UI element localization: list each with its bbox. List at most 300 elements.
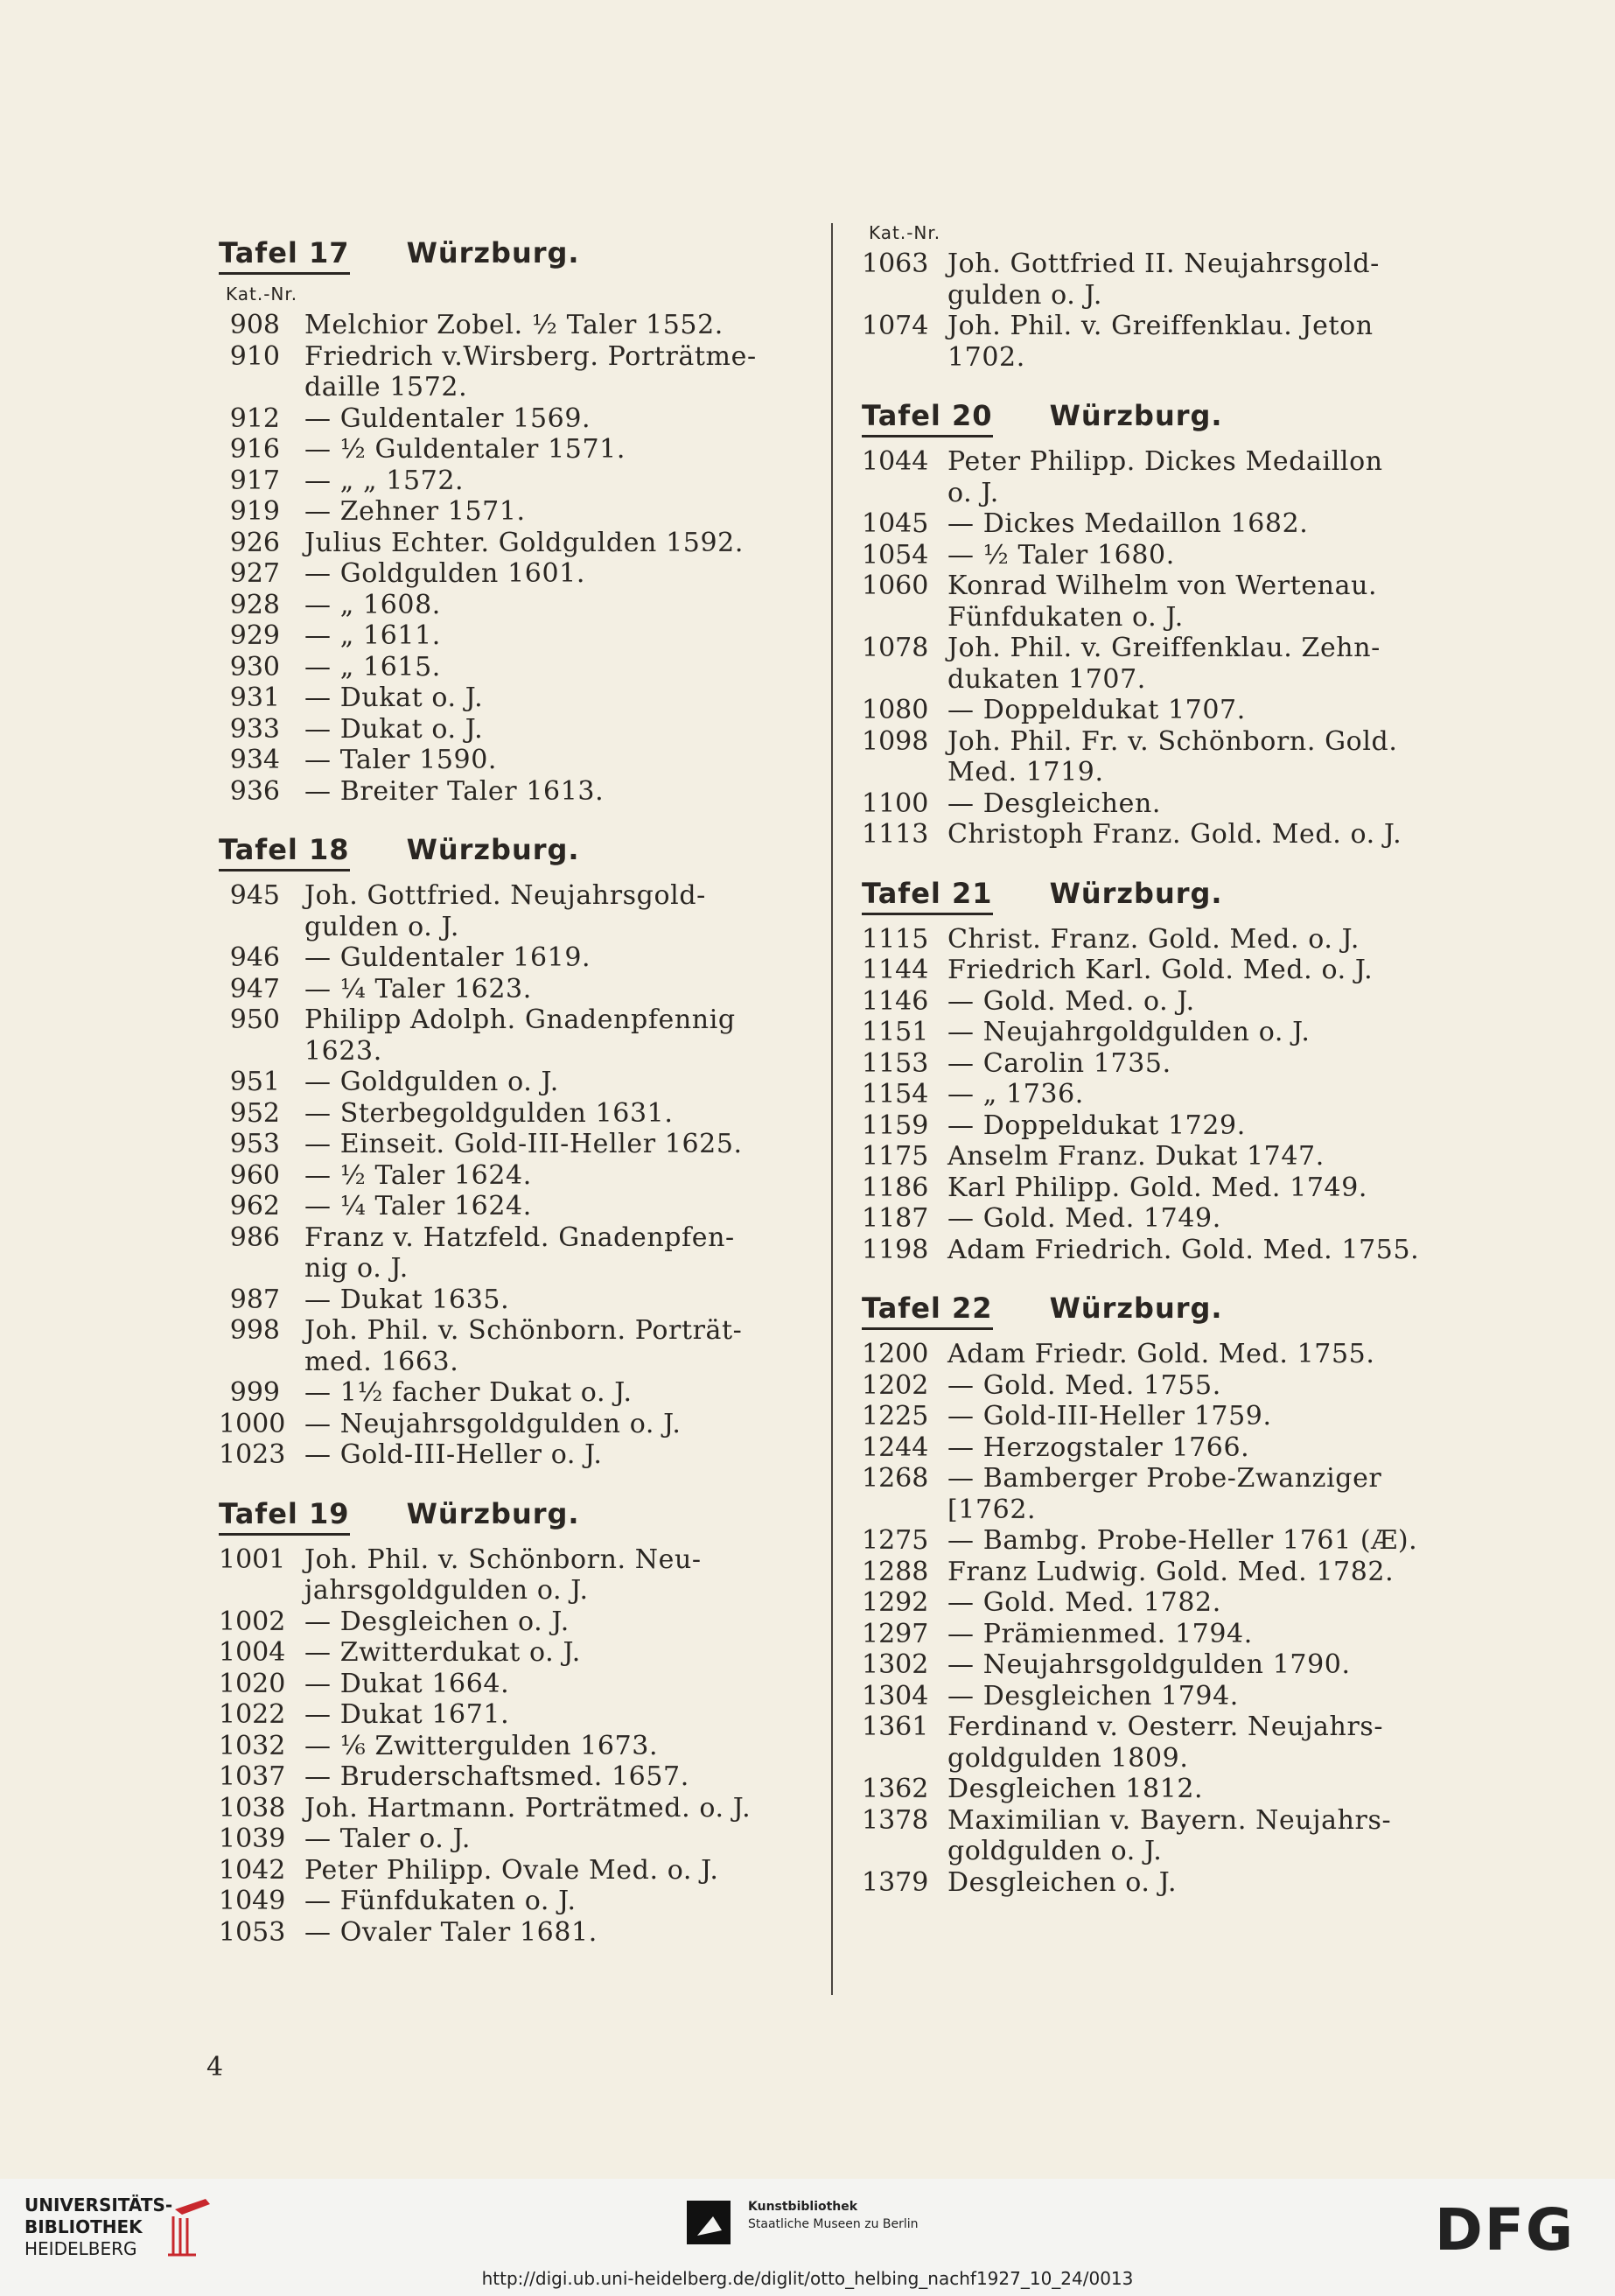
entry-description: Joh. Hartmann. Porträtmed. o. J. (304, 1792, 752, 1824)
catalog-entry (862, 1681, 1439, 1712)
catalog-entry (219, 466, 796, 497)
catalog-entry (219, 1004, 796, 1036)
catalog-entry (219, 1160, 796, 1192)
entry-description: Philipp Adolph. Gnadenpfennig (304, 1004, 736, 1035)
catalog-number: 1154 (862, 1079, 929, 1110)
entry-description: goldgulden 1809. (947, 1742, 1189, 1774)
entry-description: Adam Friedrich. Gold. Med. 1755. (947, 1234, 1420, 1265)
catalog-number: 1044 (862, 446, 929, 477)
catalog-entry (219, 528, 796, 559)
entry-description: goldgulden o. J. (947, 1836, 1163, 1866)
tafel-section (862, 399, 1439, 850)
entry-description: — ½ Guldentaler 1571. (304, 434, 626, 465)
catalog-entry (219, 620, 796, 652)
catalog-number: 986 (229, 1222, 280, 1253)
catalog-number: 1153 (862, 1047, 929, 1079)
catalog-entry (862, 540, 1439, 571)
catalog-number: 1078 (862, 633, 929, 663)
catalog-entry (862, 1867, 1439, 1899)
catalog-number: 917 (229, 465, 280, 496)
catalog-entry (862, 1370, 1439, 1402)
catalog-number: 1004 (219, 1637, 286, 1668)
entry-description: 1623. (304, 1035, 382, 1067)
catalog-entry (219, 1855, 796, 1886)
section-heading (862, 399, 1439, 438)
catalog-number: 1023 (219, 1439, 286, 1470)
catalog-number: 1200 (862, 1339, 929, 1369)
library-line: UNIVERSITÄTS- (24, 2194, 173, 2216)
catalog-number: 1060 (862, 570, 929, 601)
catalog-entry (219, 1917, 796, 1949)
catalog-number: 1151 (862, 1017, 929, 1047)
entry-description: Joh. Phil. v. Greiffenklau. Jeton (947, 311, 1374, 341)
entry-description: — Neujahrsgoldgulden o. J. (304, 1408, 682, 1439)
catalog-number: 1378 (862, 1804, 929, 1836)
catalog-number: 1202 (862, 1369, 929, 1401)
entry-description: — Goldgulden o. J. (304, 1067, 559, 1097)
catalog-entry (219, 1439, 796, 1471)
entry-description: — „ „ 1572. (304, 465, 465, 496)
entry-description: — Gold-III-Heller o. J. (304, 1439, 603, 1470)
catalog-number: 931 (229, 682, 280, 713)
entry-description: Joh. Phil. Fr. v. Schönborn. Gold. (947, 725, 1398, 757)
catalog-number: 987 (229, 1284, 280, 1315)
catalog-entry (219, 652, 796, 683)
catalog-number: 927 (229, 558, 280, 589)
place-label: Würzburg. (406, 236, 580, 270)
kat-nr-label: Kat.-Nr. (226, 284, 298, 304)
entry-description: Joh. Phil. v. Schönborn. Porträt- (304, 1315, 743, 1346)
catalog-number: 928 (229, 589, 280, 620)
catalog-number: 1063 (862, 248, 929, 279)
entry-description: — „ 1608. (304, 589, 441, 620)
catalog-number: 1362 (862, 1774, 929, 1804)
catalog-number: 1275 (862, 1525, 929, 1556)
catalog-number: 929 (229, 620, 280, 651)
entry-description: — Neujahrgoldgulden o. J. (947, 1017, 1311, 1047)
section-heading (219, 833, 796, 872)
catalog-number (862, 1494, 923, 1526)
place-label: Würzburg. (1049, 876, 1223, 910)
continued-entries (862, 248, 1439, 373)
catalog-entry (862, 1401, 1439, 1432)
entry-description: Karl Philipp. Gold. Med. 1749. (947, 1172, 1368, 1203)
entry-description: — Neujahrsgoldgulden 1790. (947, 1649, 1351, 1680)
catalog-entry (219, 1606, 796, 1638)
entry-description: Peter Philipp. Ovale Med. o. J. (304, 1854, 719, 1886)
entry-description: — „ 1615. (304, 651, 441, 682)
entry-description: nig o. J. (304, 1253, 409, 1284)
university-library-name (24, 2194, 172, 2260)
catalog-number: 916 (229, 434, 280, 465)
entry-description: Franz Ludwig. Gold. Med. 1782. (947, 1556, 1395, 1587)
catalog-entry (219, 1409, 796, 1440)
entry-description: Maximilian v. Bayern. Neujahrs- (947, 1804, 1392, 1836)
catalog-entry (862, 1141, 1439, 1172)
catalog-number: 947 (229, 973, 280, 1004)
entry-description: — Taler o. J. (304, 1824, 471, 1854)
catalog-number: 950 (229, 1004, 280, 1035)
catalog-entry (219, 682, 796, 714)
catalog-entry (862, 1017, 1439, 1048)
kunstbibliothek-title: Kunstbibliothek (748, 2200, 858, 2214)
catalog-number: 1146 (862, 985, 929, 1017)
catalog-entry (862, 819, 1439, 850)
catalog-entry (219, 1067, 796, 1098)
catalog-number: 1159 (862, 1110, 929, 1141)
catalog-entry (219, 310, 796, 341)
kunstbibliothek-subtitle: Staatliche Museen zu Berlin (748, 2217, 919, 2231)
section-heading (862, 1292, 1439, 1330)
catalog-number: 1098 (862, 725, 929, 757)
entry-description: Christoph Franz. Gold. Med. o. J. (947, 819, 1402, 850)
catalog-entry (862, 1557, 1439, 1588)
kat-nr-label: Kat.-Nr. (869, 222, 941, 243)
catalog-number: 998 (229, 1315, 280, 1346)
catalog-entry (862, 955, 1439, 986)
right-sections (862, 399, 1439, 1898)
entry-description: — Gold. Med. o. J. (947, 985, 1195, 1017)
entry-description: — Guldentaler 1569. (304, 402, 591, 434)
place-label: Würzburg. (406, 1496, 580, 1530)
catalog-number: 930 (229, 651, 280, 682)
catalog-entry (219, 880, 796, 912)
entry-description: — ¼ Taler 1623. (304, 973, 532, 1004)
entry-description: Joh. Phil. v. Greiffenklau. Zehn- (947, 633, 1381, 663)
entry-description: Joh. Phil. v. Schönborn. Neu- (304, 1544, 702, 1575)
catalog-entry (862, 1743, 1439, 1774)
entry-description: — Prämienmed. 1794. (947, 1618, 1253, 1649)
catalog-number (862, 1743, 923, 1774)
catalog-entry (862, 1774, 1439, 1805)
catalog-entry (862, 1048, 1439, 1080)
catalog-number: 1020 (219, 1668, 286, 1699)
catalog-entry (862, 1712, 1439, 1743)
entry-description: — Desgleichen. (947, 788, 1162, 819)
entry-description: — Dukat o. J. (304, 682, 484, 713)
entry-description: — Desgleichen o. J. (304, 1606, 570, 1637)
entry-description: — Gold. Med. 1755. (947, 1369, 1221, 1401)
entry-description: Franz v. Hatzfeld. Gnadenpfen- (304, 1222, 735, 1253)
entry-description: Med. 1719. (947, 757, 1104, 788)
catalog-entry (862, 248, 1439, 280)
entry-description: — Goldgulden 1601. (304, 558, 585, 589)
entry-description: — Gold. Med. 1749. (947, 1203, 1221, 1234)
entry-description: — Taler 1590. (304, 745, 498, 775)
catalog-number: 1001 (219, 1544, 286, 1575)
entry-description: — Zehner 1571. (304, 496, 526, 527)
tafel-section (862, 877, 1439, 1266)
catalog-entry (219, 434, 796, 466)
entry-description: — Dukat o. J. (304, 713, 484, 745)
catalog-entry (219, 1098, 796, 1130)
entry-description: — 1½ facher Dukat o. J. (304, 1377, 633, 1408)
left-column (219, 210, 796, 1972)
catalog-number: 1053 (219, 1916, 286, 1948)
entry-description: jahrsgoldgulden o. J. (304, 1575, 589, 1606)
catalog-entry (219, 1129, 796, 1160)
dfg-logo: DFG (1435, 2196, 1576, 2264)
entry-description: — Ovaler Taler 1681. (304, 1916, 598, 1948)
entry-description: — Dukat 1635. (304, 1284, 510, 1315)
catalog-number: 919 (229, 496, 280, 527)
catalog-entry (219, 1284, 796, 1316)
catalog-entry (862, 1235, 1439, 1266)
catalog-number: 1045 (862, 508, 929, 539)
catalog-number: 1039 (219, 1824, 286, 1854)
entry-description: — Carolin 1735. (947, 1047, 1171, 1079)
tafel-label: Tafel 20 (862, 399, 993, 438)
tafel-section (219, 1497, 796, 1949)
catalog-entry (219, 1824, 796, 1855)
catalog-number (219, 1347, 280, 1378)
entry-description: — Fünfdukaten o. J. (304, 1886, 577, 1916)
section-heading (862, 877, 1439, 915)
entry-description: dukaten 1707. (947, 663, 1146, 695)
catalog-number: 936 (229, 775, 280, 807)
catalog-entry (862, 986, 1439, 1018)
catalog-entry (219, 1544, 796, 1576)
entry-description: daille 1572. (304, 372, 468, 402)
entry-description: — „ 1611. (304, 620, 441, 651)
entry-description: med. 1663. (304, 1346, 459, 1377)
catalog-number (219, 372, 280, 403)
catalog-number: 946 (229, 942, 280, 973)
catalog-number: 1002 (219, 1606, 286, 1637)
catalog-number: 1144 (862, 955, 929, 985)
catalog-entry (862, 633, 1439, 664)
catalog-entry (219, 1669, 796, 1700)
entry-description: — Doppeldukat 1729. (947, 1110, 1246, 1141)
catalog-number: 953 (229, 1129, 280, 1159)
catalog-entry (219, 372, 796, 403)
catalog-entry (219, 1036, 796, 1068)
catalog-number: 1225 (862, 1401, 929, 1432)
entry-description: — ½ Taler 1680. (947, 539, 1175, 570)
catalog-entry (862, 788, 1439, 820)
catalog-number: 1268 (862, 1463, 929, 1494)
catalog-number: 1304 (862, 1680, 929, 1712)
catalog-number: 1115 (862, 923, 929, 955)
entry-description: — Dickes Medaillon 1682. (947, 508, 1309, 539)
catalog-entry (862, 1463, 1439, 1494)
catalog-entry (862, 1172, 1439, 1204)
catalog-number: 960 (229, 1159, 280, 1191)
catalog-entry (219, 1347, 796, 1378)
catalog-entry (862, 280, 1439, 312)
catalog-entry (219, 1575, 796, 1606)
entry-description: — Gold-III-Heller 1759. (947, 1401, 1272, 1432)
catalog-number: 1054 (862, 539, 929, 570)
entry-description: [1762. (947, 1494, 1037, 1525)
catalog-entry (862, 311, 1439, 342)
catalog-number: 1361 (862, 1712, 929, 1742)
catalog-entry (219, 974, 796, 1005)
catalog-entry (219, 1315, 796, 1347)
catalog-number: 1175 (862, 1141, 929, 1172)
entry-description: — Einseit. Gold-III-Heller 1625. (304, 1129, 743, 1159)
library-line: BIBLIOTHEK (24, 2216, 143, 2237)
catalog-entry (219, 1377, 796, 1409)
catalog-entry (219, 341, 796, 373)
catalog-number: 1244 (862, 1432, 929, 1463)
kunstbibliothek-logo-icon (687, 2201, 739, 2253)
tafel-section (862, 1292, 1439, 1898)
catalog-entry (219, 1191, 796, 1222)
catalog-entry (862, 342, 1439, 374)
catalog-number: 934 (229, 745, 280, 775)
entry-description: Anselm Franz. Dukat 1747. (947, 1141, 1325, 1172)
place-label: Würzburg. (1049, 1292, 1223, 1325)
entry-description: — Gold. Med. 1782. (947, 1587, 1221, 1618)
catalog-entry (862, 695, 1439, 726)
catalog-entry (219, 403, 796, 435)
entry-description: — Sterbegoldgulden 1631. (304, 1097, 674, 1129)
catalog-entry (862, 726, 1439, 758)
entry-description: Melchior Zobel. ½ Taler 1552. (304, 310, 724, 340)
entry-description: Peter Philipp. Dickes Medaillon (947, 446, 1383, 477)
catalog-entry (219, 1699, 796, 1731)
catalog-entry (862, 1203, 1439, 1235)
catalog-number: 1186 (862, 1172, 929, 1203)
catalog-number (862, 478, 923, 509)
catalog-entry (219, 496, 796, 528)
catalog-number: 1037 (219, 1761, 286, 1792)
entry-description: — ½ Taler 1624. (304, 1159, 532, 1191)
tafel-section (219, 833, 796, 1471)
catalog-number: 1113 (862, 819, 929, 850)
catalog-number (862, 602, 923, 634)
catalog-number: 1187 (862, 1203, 929, 1234)
catalog-entry (862, 1805, 1439, 1837)
entry-description: 1702. (947, 341, 1025, 373)
entry-description: — Bambg. Probe-Heller 1761 (Æ). (947, 1525, 1418, 1556)
catalog-number: 1038 (219, 1792, 286, 1824)
entry-description: — Zwitterdukat o. J. (304, 1637, 581, 1668)
catalog-number: 1292 (862, 1587, 929, 1618)
catalog-number (219, 1036, 280, 1068)
catalog-entry (219, 1222, 796, 1254)
catalog-entry (219, 558, 796, 590)
catalog-number (862, 757, 923, 788)
entry-description: — ¼ Taler 1624. (304, 1191, 532, 1222)
catalog-entry (862, 1649, 1439, 1681)
catalog-number: 908 (229, 310, 280, 340)
catalog-number (219, 1253, 280, 1284)
catalog-entry (862, 602, 1439, 634)
source-url[interactable]: http://digi.ub.uni-heidelberg.de/diglit/otto_helbing_nachf1927_10_24/0013 (481, 2268, 1134, 2289)
university-library-logo-icon (157, 2192, 227, 2262)
catalog-entry (862, 1079, 1439, 1110)
catalog-number: 910 (229, 340, 280, 372)
column-divider (831, 223, 833, 1995)
catalog-entry (219, 1761, 796, 1793)
entry-description: o. J. (947, 477, 999, 508)
catalog-entry (862, 1836, 1439, 1867)
catalog-entry (219, 590, 796, 621)
catalog-entry (862, 478, 1439, 509)
catalog-entry (219, 1253, 796, 1284)
entry-description: Desgleichen 1812. (947, 1774, 1204, 1804)
catalog-number: 1000 (219, 1408, 286, 1439)
entry-description: Joh. Gottfried II. Neujahrsgold- (947, 248, 1380, 279)
catalog-number: 912 (229, 402, 280, 434)
tafel-label: Tafel 18 (219, 833, 350, 872)
catalog-number (862, 664, 923, 696)
catalog-number: 926 (229, 527, 280, 558)
place-label: Würzburg. (406, 833, 580, 866)
catalog-entry (219, 1731, 796, 1762)
catalog-number: 1032 (219, 1730, 286, 1761)
catalog-number: 1100 (862, 788, 929, 819)
tafel-label: Tafel 19 (219, 1497, 350, 1536)
entry-description: Adam Friedr. Gold. Med. 1755. (947, 1339, 1375, 1369)
catalog-number: 945 (229, 880, 280, 911)
catalog-entry (862, 757, 1439, 788)
catalog-entry (219, 1886, 796, 1917)
catalog-entry (862, 570, 1439, 602)
page-number: 4 (206, 2052, 224, 2082)
catalog-entry (219, 714, 796, 746)
entry-description: — Dukat 1671. (304, 1699, 510, 1730)
catalog-entry (219, 1637, 796, 1669)
tafel-label: Tafel 17 (219, 236, 350, 275)
entry-description: Konrad Wilhelm von Wertenau. (947, 570, 1378, 601)
catalog-entry (219, 942, 796, 974)
entry-description: — Bruderschaftsmed. 1657. (304, 1761, 689, 1792)
entry-description: — Herzogstaler 1766. (947, 1432, 1250, 1463)
catalog-number: 1042 (219, 1854, 286, 1886)
right-column (862, 219, 1439, 1922)
entry-description: Julius Echter. Goldgulden 1592. (304, 527, 744, 558)
catalog-number (219, 1575, 280, 1606)
catalog-entry (219, 745, 796, 776)
catalog-entry (862, 1587, 1439, 1619)
entry-description: — „ 1736. (947, 1079, 1084, 1110)
catalog-number: 1022 (219, 1699, 286, 1730)
entry-description: — Breiter Taler 1613. (304, 775, 605, 807)
entry-description: Friedrich Karl. Gold. Med. o. J. (947, 955, 1374, 985)
catalog-entry (862, 924, 1439, 956)
catalog-number: 1074 (862, 311, 929, 341)
catalog-entry (862, 1432, 1439, 1464)
catalog-entry (219, 1793, 796, 1824)
entry-description: — Bamberger Probe-Zwanziger (947, 1463, 1382, 1494)
tafel-section (219, 236, 796, 807)
catalog-entry (862, 446, 1439, 478)
catalog-number: 1297 (862, 1618, 929, 1649)
catalog-number: 1198 (862, 1234, 929, 1265)
entry-description: Joh. Gottfried. Neujahrsgold- (304, 880, 706, 911)
catalog-number (219, 912, 280, 943)
catalog-number: 1302 (862, 1649, 929, 1680)
entry-description: — Desgleichen 1794. (947, 1680, 1239, 1712)
place-label: Würzburg. (1049, 399, 1223, 432)
catalog-number: 999 (229, 1377, 280, 1408)
catalog-entry (862, 1494, 1439, 1526)
catalog-entry (219, 776, 796, 808)
entry-description: Friedrich v.Wirsberg. Porträtme- (304, 340, 757, 372)
entry-description: gulden o. J. (947, 279, 1102, 311)
catalog-entry (862, 1525, 1439, 1557)
entry-description: Ferdinand v. Oesterr. Neujahrs- (947, 1712, 1384, 1742)
catalog-number: 933 (229, 713, 280, 745)
catalog-number: 952 (229, 1097, 280, 1129)
catalog-entry (862, 508, 1439, 540)
catalog-number: 1080 (862, 695, 929, 725)
entry-description: Desgleichen o. J. (947, 1866, 1178, 1898)
catalog-number (862, 280, 923, 312)
